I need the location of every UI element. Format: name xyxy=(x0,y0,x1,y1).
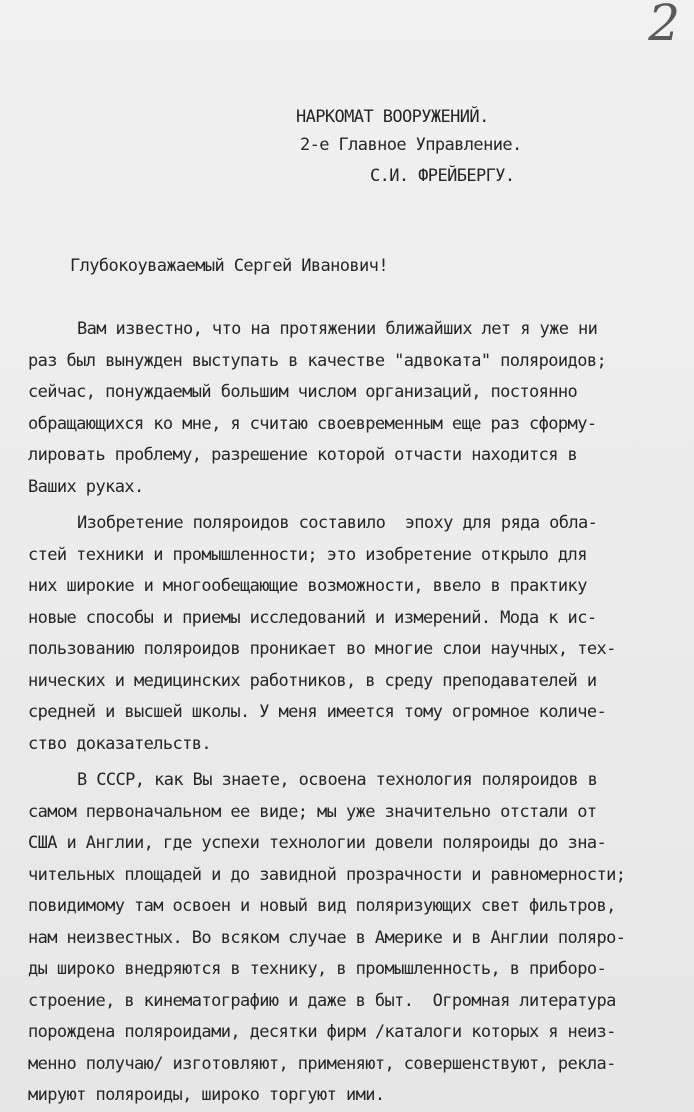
text-line: стей техники и промышленности; это изобретение открыло для xyxy=(28,544,587,565)
text-line: ды широко внедряются в технику, в промышленность, в приборо- xyxy=(28,959,607,979)
letter-body xyxy=(28,314,664,1112)
salutation: Глубокоуважаемый Сергей Иванович! xyxy=(70,256,388,276)
text-line: сейчас, понуждаемый большим числом организаций, постоянно xyxy=(28,382,578,402)
addressee-department: 2-е Главное Управление. xyxy=(300,135,522,155)
text-line: чительных площадей и до завидной прозрачности и равномерности; xyxy=(28,864,626,885)
text-line: строение, в кинематографию и даже в быт. Огромная литература xyxy=(28,990,616,1011)
paragraph xyxy=(28,508,664,760)
text-line: повидимому там освоен и новый вид поляризующих свет фильтров, xyxy=(28,896,616,916)
text-line: нам неизвестных. Во всяком случае в Америке и в Англии поляро- xyxy=(28,927,626,948)
text-line: менно получаю/ изготовляют, применяют, совершенствуют, рекла- xyxy=(28,1053,616,1074)
addressee-organization: НАРКОМАТ ВООРУЖЕНИЙ. xyxy=(296,107,489,127)
text-line: ство доказательств. xyxy=(28,733,212,754)
text-line: мируют поляроиды, широко торгуют ими. xyxy=(28,1085,385,1105)
text-line: Вам известно, что на протяжении ближайших лет я уже ни xyxy=(77,319,598,339)
addressee-block xyxy=(296,103,522,190)
text-line: средней и высшей школы. У меня имеется тому огромное количе- xyxy=(28,702,607,722)
paragraph xyxy=(28,314,664,503)
text-line: порождена поляроидами, десятки фирм /каталоги которых я неиз- xyxy=(28,1022,616,1042)
text-line: новые способы и приемы исследований и измерений. Мода к ис- xyxy=(28,607,597,628)
text-line: лировать проблему, разрешение которой отчасти находится в xyxy=(28,445,578,465)
text-line: раз был вынужден выступать в качестве "адвоката" поляроидов; xyxy=(28,350,607,371)
text-line: США и Англии, где успехи технологии довели поляроиды до зна- xyxy=(28,833,607,853)
text-line: самом первоначальном ее виде; мы уже значительно отстали от xyxy=(28,801,597,822)
paragraph xyxy=(28,765,664,1112)
text-line: нических и медицинских работников, в среду преподавателей и xyxy=(28,670,597,691)
text-line: В СССР, как Вы знаете, освоена технология поляроидов в xyxy=(77,770,598,790)
text-line: них широкие и многообещающие возможности, ввело в практику xyxy=(28,576,587,596)
page-number: 2 xyxy=(648,0,680,52)
text-line: обращающихся ко мне, я считаю своевременным еще раз сформу- xyxy=(28,413,597,434)
addressee-recipient: С.И. ФРЕЙБЕРГУ. xyxy=(370,166,515,186)
text-line: Ваших руках. xyxy=(28,476,144,497)
text-line: пользованию поляроидов проникает во многие слои научных, тех- xyxy=(28,639,616,659)
text-line: Изобретение поляроидов составило эпоху для ряда обла- xyxy=(77,513,598,533)
